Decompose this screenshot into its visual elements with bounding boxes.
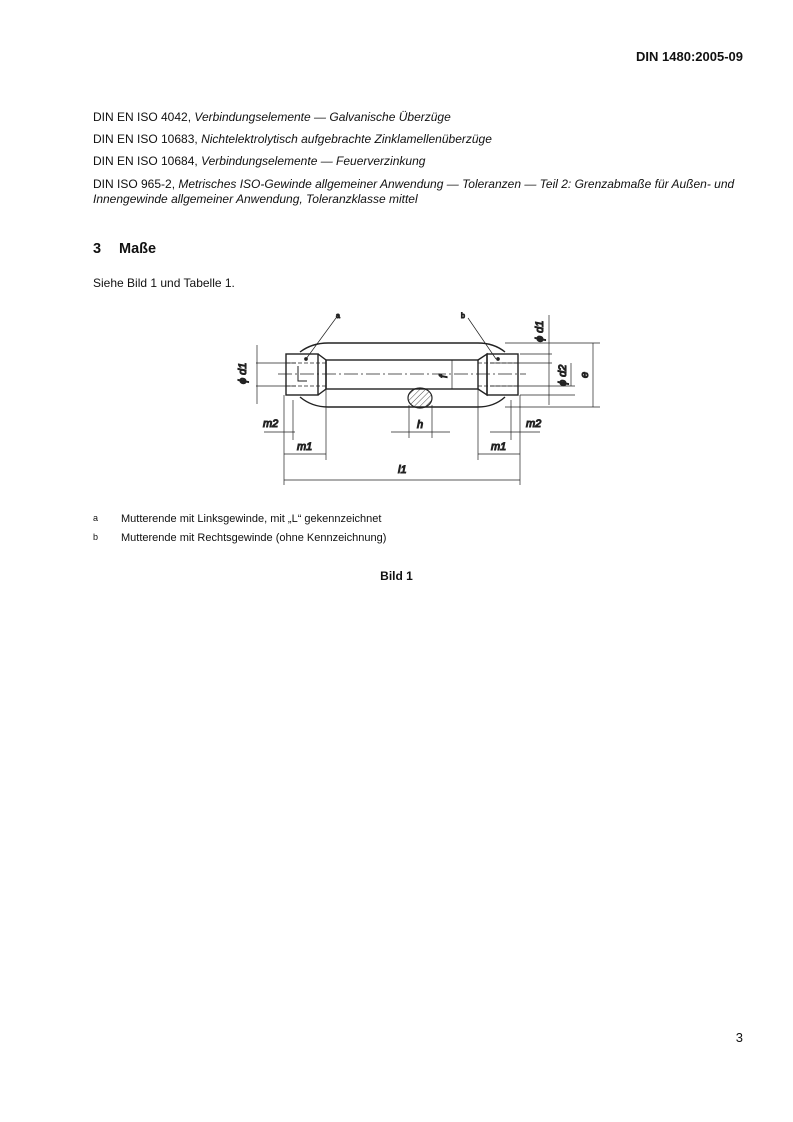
outer-body (300, 343, 505, 407)
label-b: b (461, 313, 465, 320)
label-e: e (579, 371, 591, 378)
page-number: 3 (735, 1030, 743, 1045)
document-header: DIN 1480:2005-09 (636, 49, 743, 64)
label-d1-left: ϕ d1 (237, 362, 249, 384)
label-m1-right: m1 (491, 441, 507, 453)
label-m1-left: m1 (297, 441, 313, 453)
reference-item: DIN EN ISO 10683, Nichtelektrolytisch aufgebrachte Zinklamellenüberzüge (93, 132, 492, 146)
label-d1-right: ϕ d1 (534, 320, 546, 342)
label-f: f (438, 374, 450, 378)
label-m2-left: m2 (263, 418, 279, 430)
center-bar (326, 360, 478, 389)
reference-item: DIN EN ISO 4042, Verbindungselemente — Galvanische Überzüge (93, 110, 451, 124)
reference-item: DIN EN ISO 10684, Verbindungselemente — Feuerverzinkung (93, 154, 426, 168)
left-nut-end (286, 354, 318, 395)
label-m2-right: m2 (526, 418, 542, 430)
label-d2: ϕ d2 (557, 364, 569, 386)
label-a: a (336, 313, 340, 320)
label-h: h (417, 419, 424, 431)
reference-item: DIN ISO 965-2, Metrisches ISO-Gewinde allgemeiner Anwendung — Toleranzen — Teil 2: Grenzabmaße für Außen- und Innengewinde allgemeiner Anwendung, Toleranzklasse mittel (93, 177, 735, 206)
footnote-b: $^b$ Mutterende mit Rechtsgewinde (ohne Kennzeichnung) (93, 532, 387, 544)
right-nut-end (487, 354, 518, 395)
section-text: Siehe Bild 1 und Tabelle 1. (93, 276, 235, 290)
label-l1: l1 (398, 464, 407, 476)
section-hatch (408, 388, 432, 408)
footnote-a: $^a$ Mutterende mit Linksgewinde, mit „L“ gekennzeichnet (93, 513, 382, 525)
figure-caption: Bild 1 (380, 569, 413, 583)
turnbuckle-drawing (0, 0, 793, 500)
section-heading: 3 Maße (93, 241, 157, 257)
